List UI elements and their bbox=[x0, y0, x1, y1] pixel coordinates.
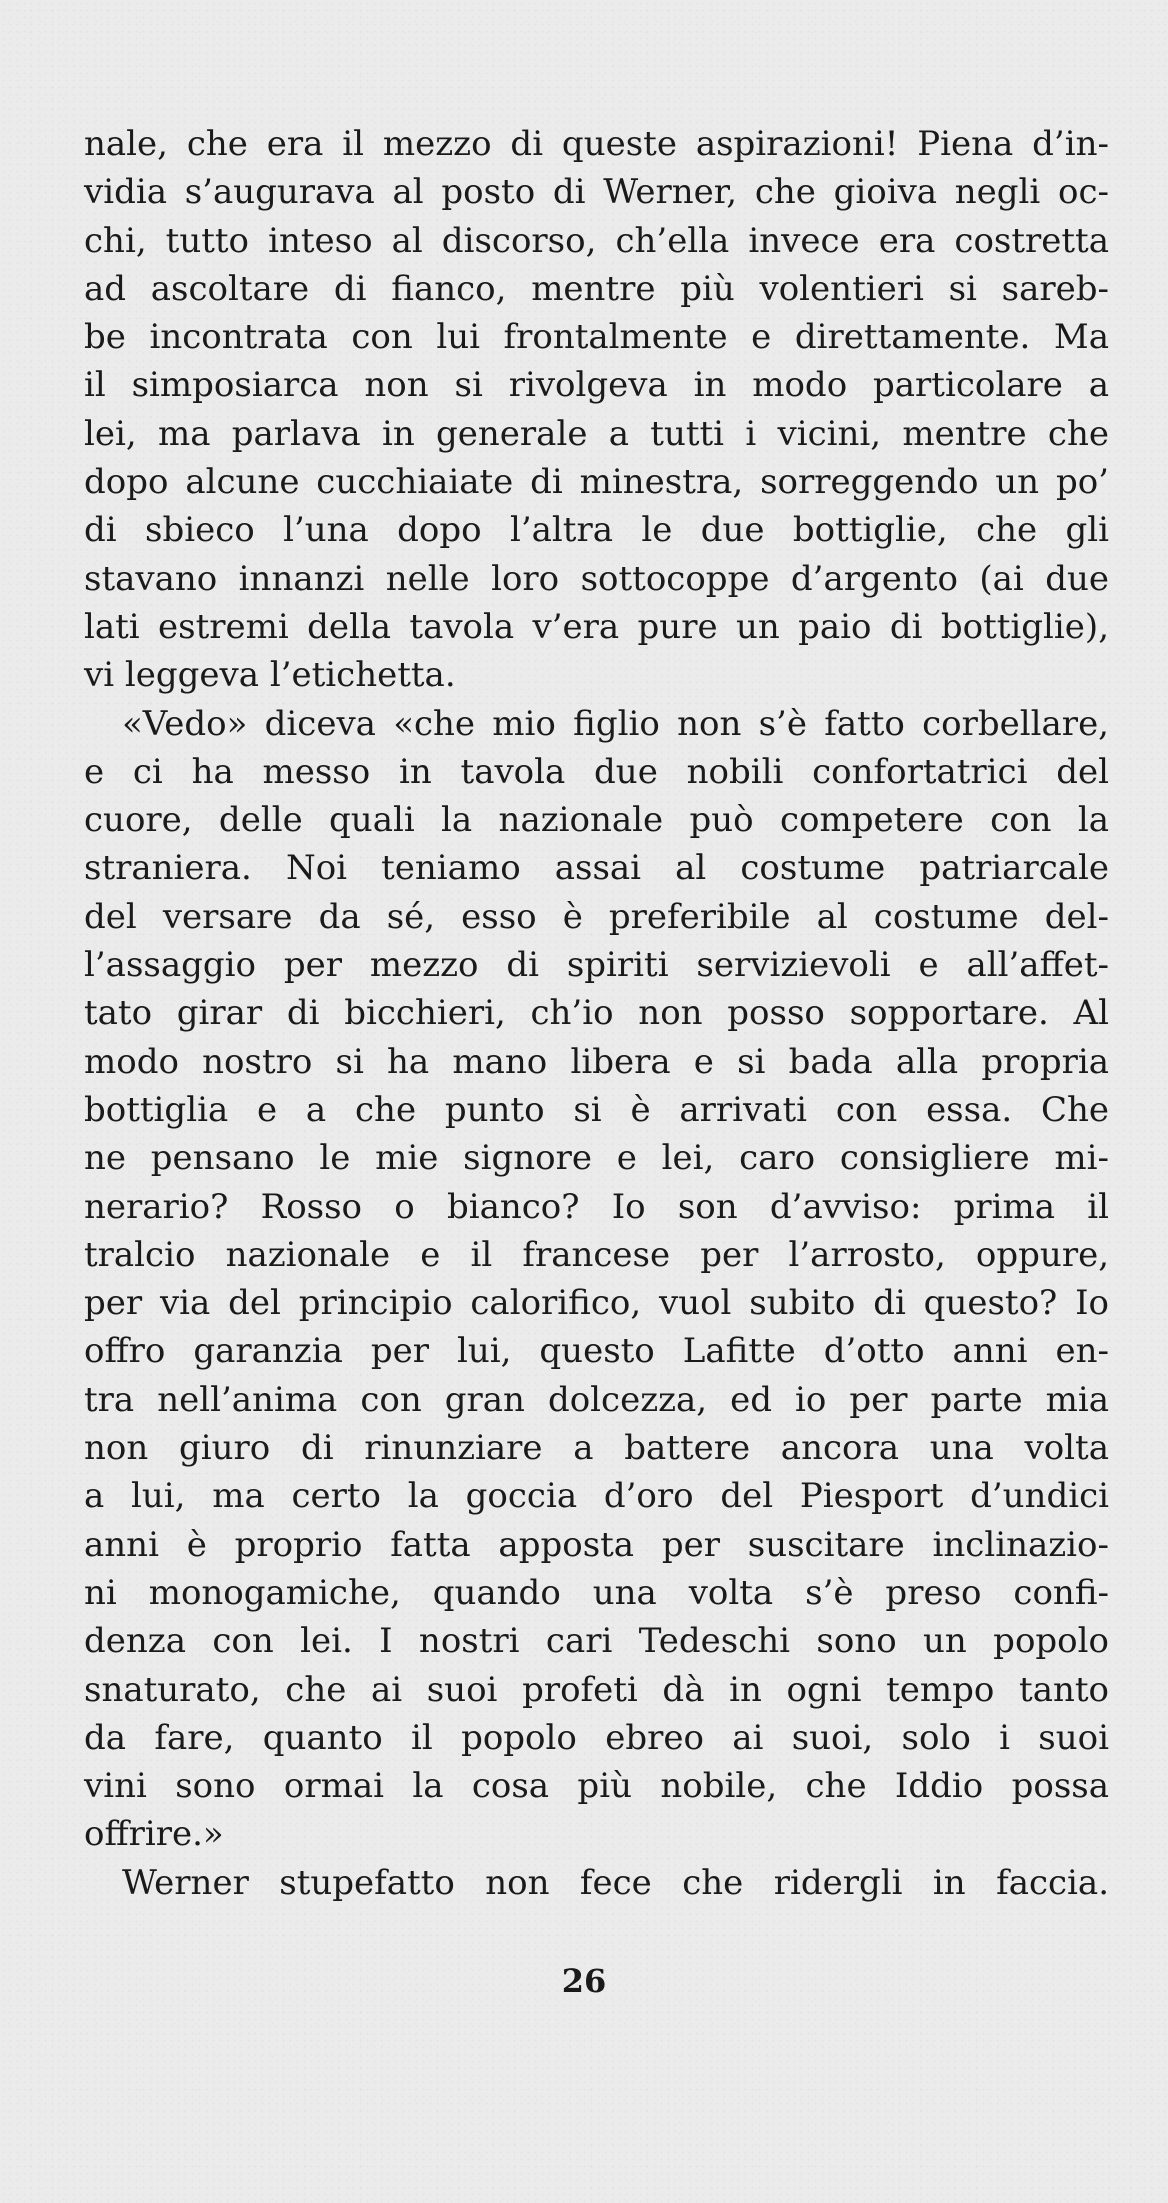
paragraph-3 bbox=[84, 1859, 1109, 1907]
text-line: straniera. Noi teniamo assai al costume patriarcale bbox=[84, 848, 1109, 889]
text-line: Werner stupefatto non fece che ridergli in faccia. bbox=[122, 1862, 1109, 1903]
text-line: tralcio nazionale e il francese per l’arrosto, oppure, bbox=[84, 1234, 1109, 1275]
text-line: cuore, delle quali la nazionale può competere con la bbox=[84, 800, 1109, 841]
text-line: lati estremi della tavola v’era pure un paio di bottiglie), bbox=[84, 606, 1109, 647]
text-line: vini sono ormai la cosa più nobile, che Iddio possa bbox=[84, 1766, 1109, 1807]
text-line: ne pensano le mie signore e lei, caro consigliere mi- bbox=[84, 1138, 1109, 1179]
text-line: per via del principio calorifico, vuol subito di questo? Io bbox=[84, 1283, 1109, 1324]
text-line: «Vedo» diceva «che mio figlio non s’è fatto corbellare, bbox=[122, 703, 1109, 744]
paragraph-1 bbox=[84, 120, 1109, 700]
text-line: anni è proprio fatta apposta per suscitare inclinazio- bbox=[84, 1524, 1109, 1565]
text-line: l’assaggio per mezzo di spiriti servizievoli e all’affet- bbox=[84, 945, 1109, 986]
text-line: vidia s’augurava al posto di Werner, che gioiva negli oc- bbox=[84, 172, 1109, 213]
text-line: il simposiarca non si rivolgeva in modo particolare a bbox=[84, 365, 1109, 406]
text-line: dopo alcune cucchiaiate di minestra, sorreggendo un po’ bbox=[84, 462, 1109, 503]
text-line: snaturato, che ai suoi profeti dà in ogni tempo tanto bbox=[84, 1669, 1109, 1710]
text-line: non giuro di rinunziare a battere ancora una volta bbox=[84, 1428, 1109, 1469]
text-line: lei, ma parlava in generale a tutti i vicini, mentre che bbox=[84, 413, 1109, 454]
body-text bbox=[84, 120, 1109, 1907]
text-line: da fare, quanto il popolo ebreo ai suoi, solo i suoi bbox=[84, 1717, 1109, 1758]
text-line: bottiglia e a che punto si è arrivati con essa. Che bbox=[84, 1089, 1109, 1130]
text-line: ni monogamiche, quando una volta s’è preso confi- bbox=[84, 1572, 1109, 1613]
text-line: chi, tutto inteso al discorso, ch’ella invece era costretta bbox=[84, 220, 1109, 261]
text-line: e ci ha messo in tavola due nobili confortatrici del bbox=[84, 751, 1109, 792]
text-line: ad ascoltare di fianco, mentre più volentieri si sareb- bbox=[84, 268, 1109, 309]
text-line: denza con lei. I nostri cari Tedeschi sono un popolo bbox=[84, 1621, 1109, 1662]
paragraph-2 bbox=[84, 700, 1109, 1859]
text-line: stavano innanzi nelle loro sottocoppe d’argento (ai due bbox=[84, 558, 1109, 599]
page-number: 26 bbox=[561, 1962, 607, 2000]
text-line: nerario? Rosso o bianco? Io son d’avviso: prima il bbox=[84, 1186, 1109, 1227]
text-line: modo nostro si ha mano libera e si bada alla propria bbox=[84, 1041, 1109, 1082]
text-line: offro garanzia per lui, questo Lafitte d’otto anni en- bbox=[84, 1331, 1109, 1372]
text-line: be incontrata con lui frontalmente e direttamente. Ma bbox=[84, 317, 1109, 358]
text-line: vi leggeva l’etichetta. bbox=[84, 655, 456, 696]
text-line: di sbieco l’una dopo l’altra le due bottiglie, che gli bbox=[84, 510, 1109, 551]
text-line: offrire.» bbox=[84, 1814, 224, 1855]
text-line: a lui, ma certo la goccia d’oro del Piesport d’undici bbox=[84, 1476, 1109, 1517]
text-line: tra nell’anima con gran dolcezza, ed io per parte mia bbox=[84, 1379, 1109, 1420]
text-line: tato girar di bicchieri, ch’io non posso sopportare. Al bbox=[84, 993, 1109, 1034]
text-line: nale, che era il mezzo di queste aspirazioni! Piena d’in- bbox=[84, 124, 1109, 164]
text-line: del versare da sé, esso è preferibile al costume del- bbox=[84, 896, 1109, 937]
